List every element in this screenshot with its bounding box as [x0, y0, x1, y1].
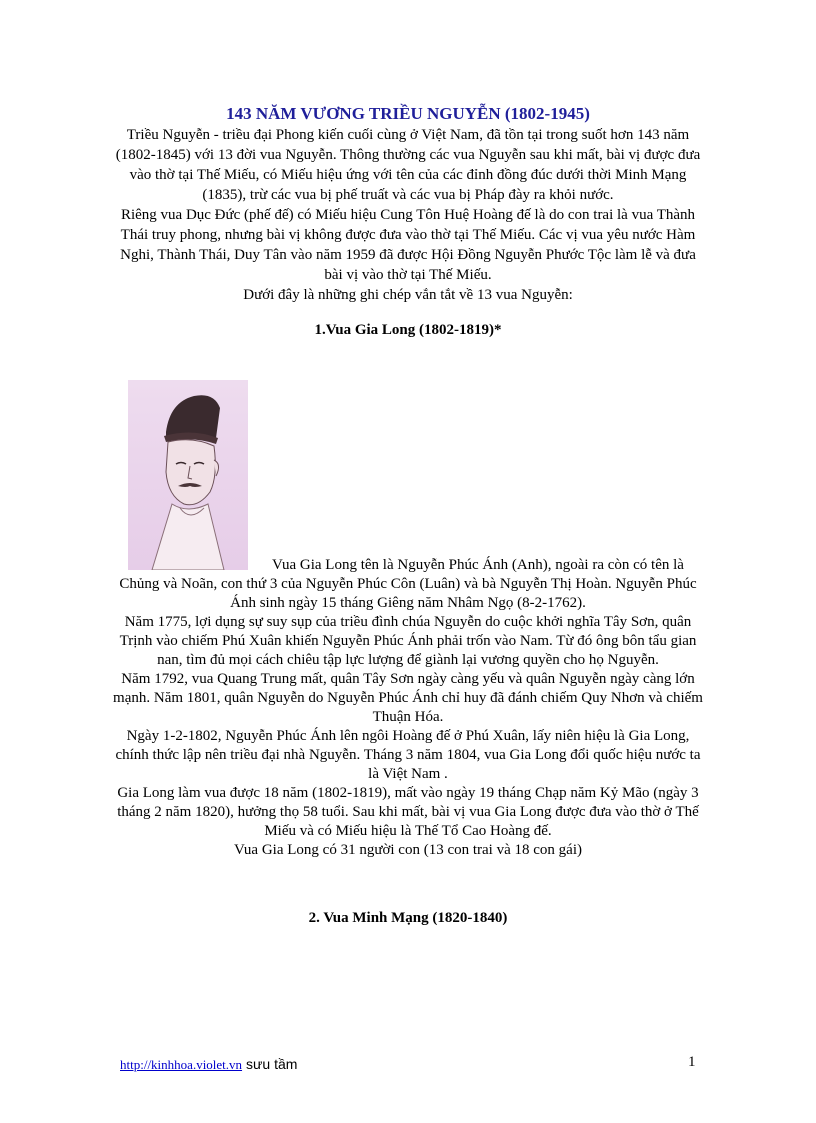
page-footer	[120, 1056, 297, 1074]
intro-paragraph: Riêng vua Dục Đức (phế đế) có Miếu hiệu Cung Tôn Huệ Hoàng đế là do con trai là vua Thành Thái truy phong, nhưng bài vị không được đưa vào thờ tại Thế Miếu. Các vị vua yêu nước Hàm Nghi, Thành Thái, Duy Tân vào năm 1959 đã được Hội Đồng Nguyễn Phước Tộc làm lễ và đưa bài vị vào thờ tại Thế Miếu.	[120, 207, 696, 283]
body-paragraph: Gia Long làm vua được 18 năm (1802-1819), mất vào ngày 19 tháng Chạp năm Kỷ Mão (ngày 3 tháng 2 năm 1820), hưởng thọ 58 tuổi. Sau khi mất, bài vị vua Gia Long được đưa vào thờ ở Thế Miếu và có Miếu hiệu là Thế Tổ Cao Hoàng đế.	[117, 785, 699, 839]
body-paragraph: Năm 1775, lợi dụng sự suy sụp của triều đình chúa Nguyễn do cuộc khởi nghĩa Tây Sơn, quân Trịnh vào chiếm Phú Xuân khiến Nguyễn Phúc Ánh phải trốn vào Nam. Từ đó ông bôn tẩu gian nan, tìm đủ mọi cách chiêu tập lực lượng để giành lại vương quyền cho họ Nguyễn.	[119, 614, 697, 668]
footer-source: sưu tầm	[246, 1056, 298, 1072]
section-heading-minh-mang: 2. Vua Minh Mạng (1820-1840)	[308, 910, 508, 926]
page-number: 1	[688, 1054, 696, 1070]
document-title: 143 NĂM VƯƠNG TRIỀU NGUYỄN (1802-1945)	[226, 104, 590, 123]
body-paragraph: Vua Gia Long có 31 người con (13 con trai và 18 con gái)	[234, 842, 582, 858]
intro-text	[110, 125, 706, 305]
section-heading-gia-long: 1.Vua Gia Long (1802-1819)*	[314, 322, 502, 338]
body-paragraph: Chủng và Noãn, con thứ 3 của Nguyễn Phúc Côn (Luân) và bà Nguyễn Thị Hoàn. Nguyễn Phúc Ánh sinh ngày 15 tháng Giêng năm Nhâm Ngọ (8-2-1762).	[119, 576, 697, 611]
portrait-gia-long	[128, 380, 248, 570]
body-paragraph: Năm 1792, vua Quang Trung mất, quân Tây Sơn ngày càng yếu và quân Nguyễn ngày càng lớn mạnh. Năm 1801, quân Nguyễn do Nguyễn Phúc Ánh chỉ huy đã đánh chiếm Quy Nhơn và chiếm Thuận Hóa.	[113, 671, 703, 725]
body-paragraph: Ngày 1-2-1802, Nguyễn Phúc Ánh lên ngôi Hoàng đế ở Phú Xuân, lấy niên hiệu là Gia Long, chính thức lập nên triều đại nhà Nguyễn. Tháng 3 năm 1804, vua Gia Long đổi quốc hiệu nước ta là Việt Nam .	[115, 728, 701, 782]
section-body-gia-long	[110, 556, 706, 860]
intro-paragraph: Triều Nguyễn - triều đại Phong kiến cuối cùng ở Việt Nam, đã tồn tại trong suốt hơn 143 năm (1802-1845) với 13 đời vua Nguyễn. Thông thường các vua Nguyễn sau khi mất, bài vị được đưa vào thờ tại Thế Miếu, có Miếu hiệu ứng với tên của các đỉnh đồng đúc dưới thời Minh Mạng (1835), trừ các vua bị phế truất và các vua bị Pháp đày ra khỏi nước.	[115, 127, 701, 203]
intro-paragraph: Dưới đây là những ghi chép vắn tắt về 13 vua Nguyễn:	[243, 287, 573, 303]
footer-link[interactable]: http://kinhhoa.violet.vn	[120, 1057, 243, 1072]
portrait-caption: Vua Gia Long tên là Nguyễn Phúc Ánh (Anh), ngoài ra còn có tên là	[272, 557, 684, 573]
